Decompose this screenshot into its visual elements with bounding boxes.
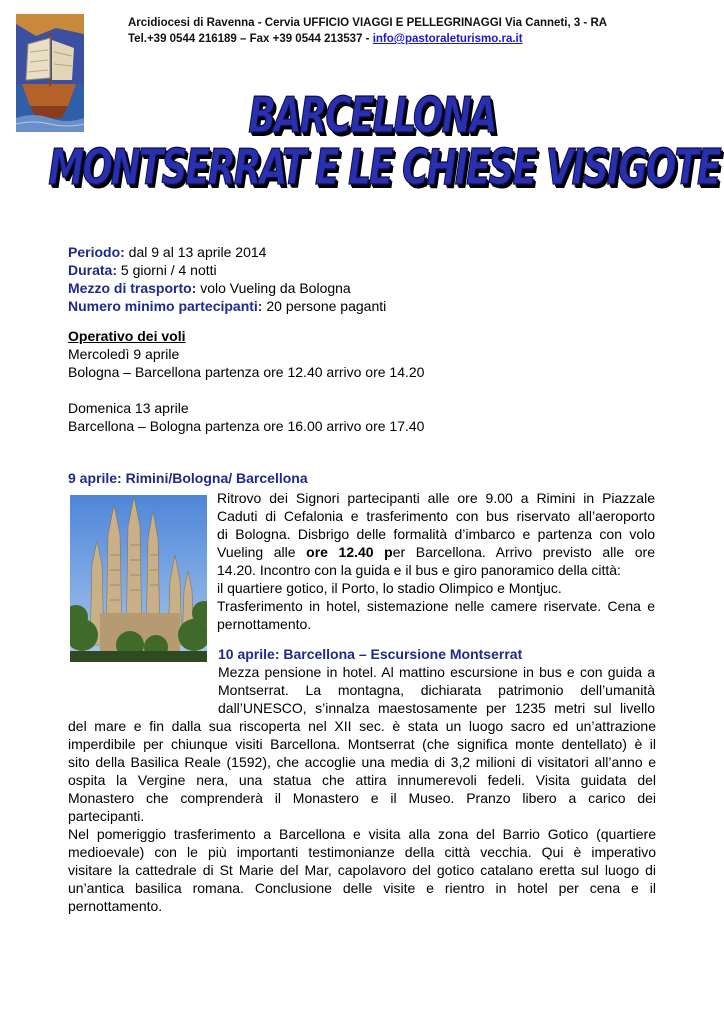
outbound-date: Mercoledì 9 aprile	[68, 346, 180, 362]
outbound-route: Bologna – Barcellona partenza ore 12.40 arrivo ore 14.20	[68, 364, 425, 380]
durata-row	[68, 261, 386, 279]
return-route: Barcellona – Bologna partenza ore 16.00 arrivo ore 17.40	[68, 418, 425, 434]
day2-heading: 10 aprile: Barcellona – Escursione Montserrat	[218, 646, 523, 662]
day2-line: imperdibile per chiunque visiti Barcellona. Montserrat (che significa monte dentellato) è il	[68, 736, 656, 752]
day1-line: Trasferimento in hotel, sistemazione nelle camere riservate. Cena e	[217, 598, 655, 614]
day2-line: medioevale) con le più importanti testimonianze della città vecchia. Qui è imperativo	[68, 844, 656, 860]
day1-heading: 9 aprile: Rimini/Bologna/ Barcellona	[68, 470, 308, 486]
day1-line: 14.20. Incontro con la guida e il bus e giro panoramico della città:	[217, 562, 621, 578]
day2-line: Montserrat. La montagna, dichiarata patrimonio dell’umanità	[218, 682, 655, 698]
durata-value: 5 giorni / 4 notti	[117, 262, 217, 278]
day2-intro	[218, 663, 655, 717]
sagrada-familia-photo	[70, 495, 207, 662]
trip-info	[68, 243, 386, 315]
mezzo-label: Mezzo di trasporto:	[68, 280, 197, 296]
day2-line: partecipanti.	[68, 808, 145, 824]
periodo-row	[68, 243, 386, 261]
minimo-label: Numero minimo partecipanti:	[68, 298, 263, 314]
day2-line: Nel pomeriggio trasferimento a Barcellona e visita alla zona del Barrio Gotico (quartiere	[68, 826, 656, 842]
day1-line: Caduti di Cefalonia e trasferimento con bus riservato all’aeroporto	[217, 508, 655, 524]
day2-line: dall’UNESCO, s’innalza maestosamente per 1235 metri sul livello	[218, 700, 655, 716]
office-header	[128, 15, 688, 47]
day1-text: er Barcellona. Arrivo previsto alle ore	[392, 544, 655, 560]
periodo-label: Periodo:	[68, 244, 125, 260]
day1-line	[217, 543, 655, 561]
day1-text: Vueling alle	[217, 544, 307, 560]
day2-line: del mare e fin dalla sua riscoperta nel XII sec. è stata un luogo sacro ed un’attrazione	[68, 718, 656, 734]
day2-line: ospita la Vergine nera, una statua che attira innumerevoli fedeli. Visita guidata del	[68, 772, 656, 788]
minimo-value: 20 persone paganti	[262, 298, 387, 314]
office-contacts	[128, 31, 688, 47]
flight-schedule	[68, 327, 424, 435]
day1-line: pernottamento.	[217, 616, 312, 632]
day2-line: Mezza pensione in hotel. Al mattino escursione in bus e con guida a	[218, 664, 655, 680]
departure-time-emphasis: ore 12.40 p	[306, 544, 393, 560]
office-address: Arcidiocesi di Ravenna - Cervia UFFICIO VIAGGI E PELLEGRINAGGI Via Canneti, 3 - RA	[128, 17, 608, 29]
title-destination: BARCELLONA	[248, 88, 496, 145]
day2-line: sito della Basilica Reale (1592), che accoglie una media di 3,2 milioni di visitatori all’anno e	[68, 754, 656, 770]
day1-line: il quartiere gotico, il Porto, lo stadio Olimpico e Montjuc.	[217, 580, 562, 596]
periodo-value: dal 9 al 13 aprile 2014	[124, 244, 267, 260]
title-subtitle: MONTSERRAT E LE CHIESE VISIGOTE	[48, 140, 720, 197]
flight-heading: Operativo dei voli	[68, 328, 186, 344]
day1-line: di Bologna. Disbrigo delle formalità d’imbarco e partenza con volo	[217, 526, 655, 542]
day2-afternoon	[68, 825, 656, 915]
day2-line: Monastero che comprenderà il Monastero e il Museo. Pranzo libero a carico dei	[68, 790, 656, 806]
mezzo-row	[68, 279, 386, 297]
mezzo-value: volo Vueling da Bologna	[196, 280, 351, 296]
email-link[interactable]: info@pastoraleturismo.ra.it	[372, 33, 523, 45]
day2-line: visitare la cattedrale di St Marie del Mar, capolavoro del gotico catalano eretta sul luogo di	[68, 862, 656, 878]
durata-label: Durata:	[68, 262, 118, 278]
minimo-row	[68, 297, 386, 315]
return-date: Domenica 13 aprile	[68, 400, 189, 416]
day2-line: pernottamento.	[68, 898, 163, 914]
day1-description	[217, 489, 655, 633]
day2-description	[68, 717, 656, 825]
day2-line: un’antica basilica romana. Conclusione delle visite e rientro in hotel per cena e il	[68, 880, 656, 896]
phone-fax: Tel.+39 0544 216189 – Fax +39 0544 213537 -	[128, 33, 373, 45]
day1-line: Ritrovo dei Signori partecipanti alle ore 9.00 a Rimini in Piazzale	[217, 490, 655, 506]
